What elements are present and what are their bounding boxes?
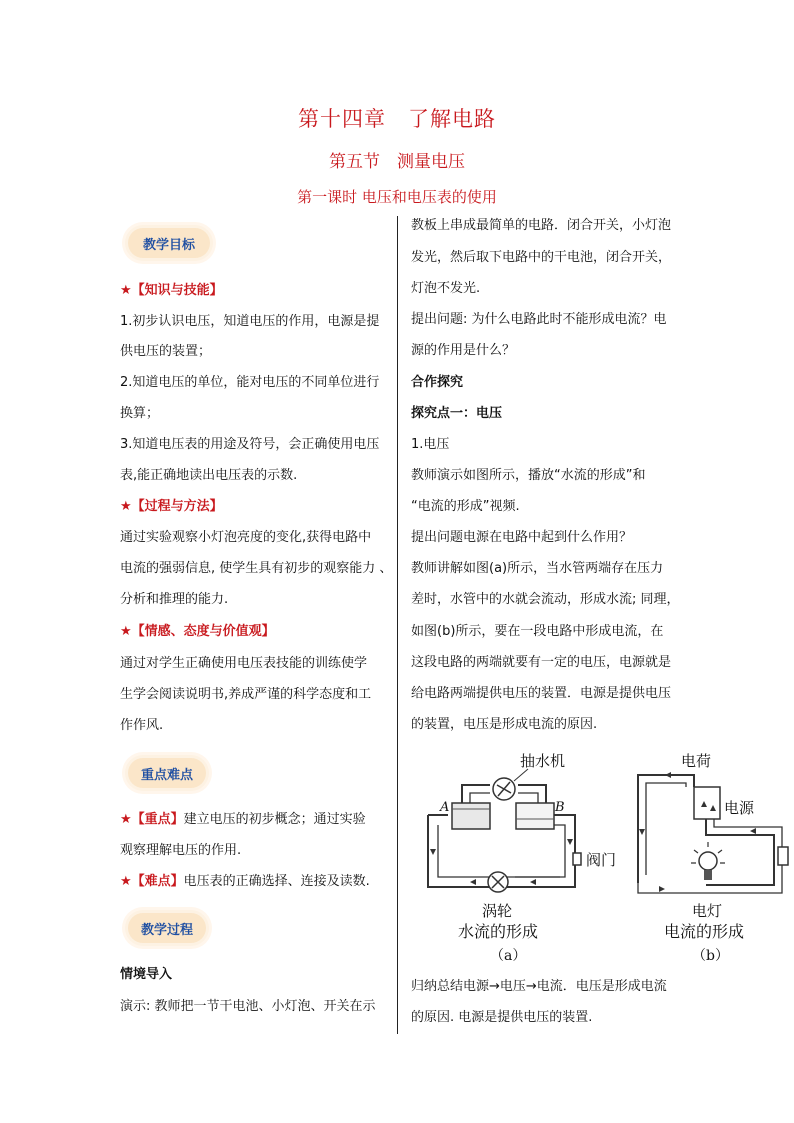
charge-label: 电荷 — [681, 752, 712, 770]
source-label: 电源 — [724, 799, 755, 817]
section-pill-teaching-goals: 教学目标 — [128, 228, 210, 258]
paragraph-line: 教师演示如图所示，播放“水流的形成”和 — [411, 468, 646, 483]
figure-label-b: （b） — [692, 948, 729, 964]
paragraph-line: 供电压的装置； — [120, 344, 212, 359]
paragraph-line: 差时，水管中的水就会流动，形成水流; 同理， — [411, 592, 680, 607]
container-b — [516, 803, 554, 829]
paragraph-line: 提出问题: 为什么电路此时不能形成电流？电 — [411, 312, 667, 327]
caption-water-flow: 水流的形成 — [458, 922, 539, 941]
section-pill-teaching-process: 教学过程 — [128, 913, 206, 943]
star-icon: ★ — [120, 812, 132, 827]
star-icon: ★ — [120, 283, 132, 298]
caption-current-flow: 电流的形成 — [664, 922, 745, 941]
cooperative-heading: 合作探究 — [411, 375, 464, 390]
paragraph-line: 的原因. 电源是提供电压的装置. — [411, 1010, 593, 1025]
paragraph-line: 1.初步认识电压，知道电压的作用，电源是提 — [120, 314, 380, 329]
paragraph-line: “电流的形成”视频. — [411, 499, 520, 514]
water-flow-diagram — [428, 769, 581, 892]
paragraph-line: 2.知道电压的单位，能对电压的不同单位进行 — [120, 375, 380, 390]
paragraph-line: 3.知道电压表的用途及符号，会正确使用电压 — [120, 437, 380, 452]
container-a — [452, 803, 490, 829]
emotion-heading: ★【情感、态度与价值观】 — [120, 624, 275, 639]
paragraph-line: 教师讲解如图(a)所示，当水管两端存在压力 — [411, 561, 664, 576]
knowledge-heading: ★【知识与技能】 — [120, 283, 223, 298]
label-b: B — [555, 800, 565, 815]
subheading: 1.电压 — [411, 437, 450, 452]
analogy-figure — [410, 745, 794, 970]
pump-label: 抽水机 — [520, 752, 566, 770]
paragraph-line: 演示: 教师把一节干电池、小灯泡、开关在示 — [120, 999, 376, 1014]
paragraph-line: 提出问题电源在电路中起到什么作用？ — [411, 530, 633, 545]
turbine-label: 涡轮 — [482, 902, 513, 920]
intro-heading: 情境导入 — [120, 967, 173, 982]
star-icon: ★ — [120, 499, 132, 514]
key-point-line: ★【重点】建立电压的初步概念；通过实验 — [120, 812, 366, 827]
switch-icon — [778, 847, 788, 865]
paragraph-line: 通过实验观察小灯泡亮度的变化,获得电路中 — [120, 530, 372, 545]
star-icon: ★ — [120, 874, 132, 889]
chapter-title: 第十四章 了解电路 — [298, 107, 496, 131]
exploration-point-heading: 探究点一：电压 — [411, 406, 503, 421]
paragraph-line: 的装置，电压是形成电流的原因. — [411, 717, 598, 732]
difficulty-line: ★【难点】电压表的正确选择、连接及读数. — [120, 874, 370, 889]
lesson-title: 第一课时 电压和电压表的使用 — [297, 188, 497, 206]
current-flow-diagram — [638, 772, 788, 893]
lamp-icon — [699, 852, 717, 870]
battery-icon — [694, 787, 720, 819]
valve-icon — [573, 853, 581, 865]
paragraph-line: 电流的强弱信息, 使学生具有初步的观察能力 、 — [120, 561, 393, 576]
star-icon: ★ — [120, 624, 132, 639]
paragraph-line: 这段电路的两端就要有一定的电压，电源就是 — [411, 655, 672, 670]
paragraph-line: 源的作用是什么？ — [411, 343, 516, 358]
paragraph-line: 给电路两端提供电压的装置．电源是提供电压 — [411, 686, 672, 701]
process-heading: ★【过程与方法】 — [120, 499, 223, 514]
lamp-label: 电灯 — [692, 902, 723, 920]
column-divider — [397, 216, 398, 1034]
paragraph-line: 换算； — [120, 406, 160, 421]
figure-label-a: （a） — [490, 948, 527, 964]
paragraph-line: 如图(b)所示，要在一段电路中形成电流，在 — [411, 624, 664, 639]
section-pill-key-points: 重点难点 — [128, 758, 206, 788]
section-title: 第五节 测量电压 — [329, 152, 465, 172]
paragraph-line: 发光，然后取下电路中的干电池，闭合开关， — [411, 250, 672, 265]
paragraph-line: 表,能正确地读出电压表的示数. — [120, 468, 298, 483]
paragraph-line: 分析和推理的能力. — [120, 592, 229, 607]
valve-label: 阀门 — [586, 851, 617, 869]
label-a: A — [440, 800, 450, 815]
paragraph-line: 归纳总结电源→电压→电流．电压是形成电流 — [411, 979, 667, 994]
paragraph-line: 观察理解电压的作用. — [120, 843, 242, 858]
paragraph-line: 作作风. — [120, 718, 164, 733]
paragraph-line: 教板上串成最简单的电路．闭合开关，小灯泡 — [411, 218, 672, 233]
paragraph-line: 灯泡不发光. — [411, 281, 481, 296]
paragraph-line: 生学会阅读说明书,养成严谨的科学态度和工 — [120, 687, 372, 702]
paragraph-line: 通过对学生正确使用电压表技能的训练使学 — [120, 656, 368, 671]
